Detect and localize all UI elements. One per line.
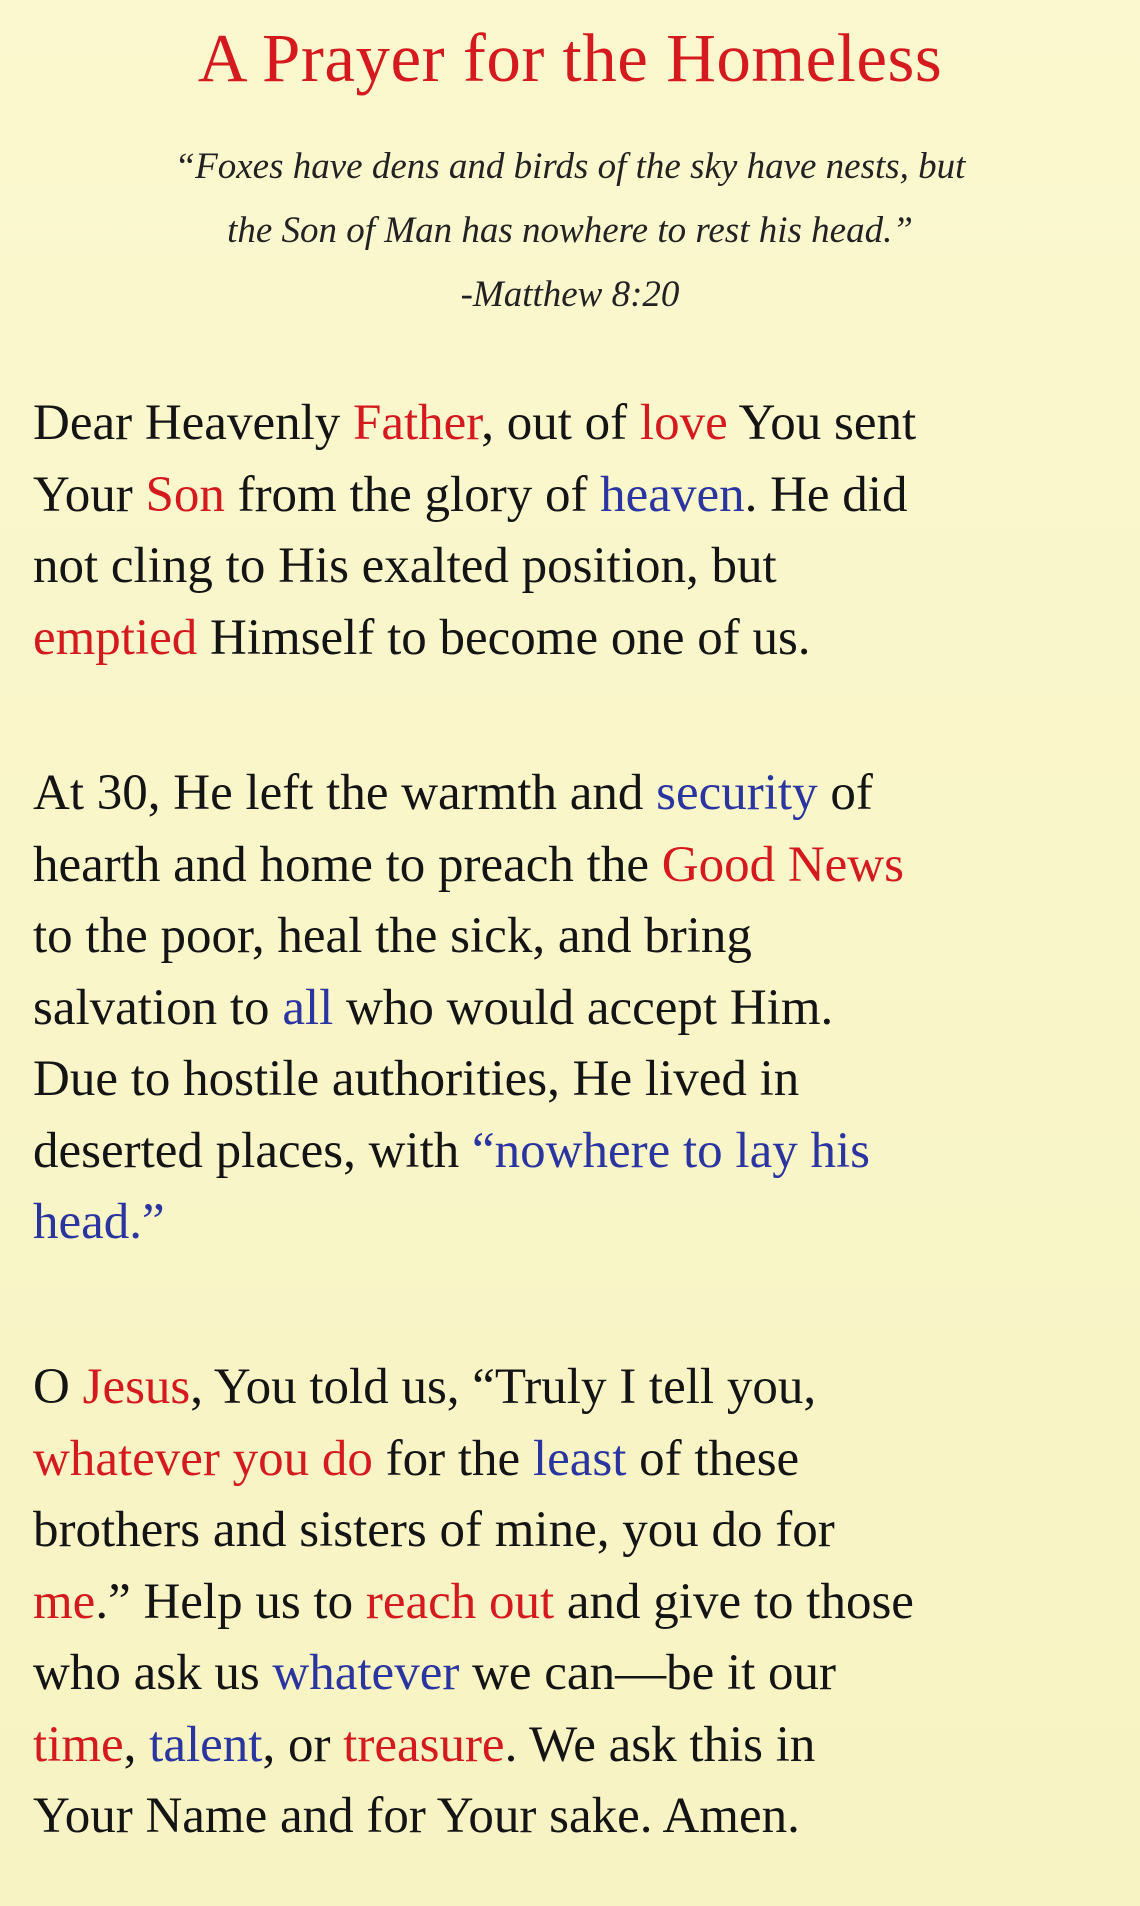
highlighted-word: heaven: [600, 466, 745, 523]
highlighted-word: emptied: [33, 609, 198, 666]
prayer-text: who ask us: [33, 1645, 273, 1701]
prayer-text: deserted places, with: [33, 1122, 473, 1179]
highlighted-word: time: [33, 1716, 124, 1773]
highlighted-word: whatever: [272, 1645, 460, 1701]
prayer-line: [33, 1567, 1123, 1639]
highlighted-word: Good News: [661, 836, 904, 893]
prayer-text: , You told us, “Truly I tell you,: [190, 1359, 817, 1415]
prayer-text: who would accept Him.: [333, 979, 834, 1036]
highlighted-word: Son: [145, 466, 225, 523]
scripture-line-2: the Son of Man has nowhere to rest his head.”: [227, 210, 913, 251]
prayer-text: brothers and sisters of mine, you do for: [33, 1502, 835, 1558]
prayer-text: and give to those: [554, 1573, 914, 1630]
highlighted-word: least: [532, 1430, 627, 1487]
scripture-citation: -Matthew 8:20: [460, 274, 680, 315]
prayer-line: [33, 1495, 1123, 1567]
prayer-paragraph-2: [33, 758, 1123, 1259]
prayer-line: [33, 758, 1123, 830]
prayer-text: , out of: [481, 395, 640, 451]
prayer-text: not cling to His exalted position, but: [33, 538, 777, 594]
prayer-text: Dear Heavenly: [33, 395, 353, 451]
prayer-line: [33, 531, 1123, 603]
prayer-text: we can—be it our: [459, 1645, 837, 1701]
prayer-line: [33, 1352, 1123, 1424]
highlighted-word: love: [639, 395, 728, 451]
highlighted-word: “nowhere to lay his: [472, 1122, 870, 1179]
prayer-text: for the: [372, 1430, 533, 1487]
prayer-text: ,: [123, 1716, 150, 1773]
prayer-line: [33, 973, 1123, 1045]
prayer-text: hearth and home to preach the: [33, 836, 662, 893]
prayer-text: , or: [262, 1716, 344, 1773]
prayer-line: [33, 1638, 1123, 1710]
prayer-text: of: [817, 765, 873, 821]
highlighted-word: all: [282, 979, 334, 1036]
prayer-text: from the glory of: [224, 466, 601, 523]
highlighted-word: treasure: [343, 1716, 505, 1773]
prayer-line: [33, 388, 1123, 460]
page-title: A Prayer for the Homeless: [197, 20, 943, 96]
prayer-text: O: [33, 1359, 83, 1415]
prayer-text: You sent: [727, 395, 917, 451]
prayer-text: Due to hostile authorities, He lived in: [33, 1051, 800, 1107]
highlighted-word: Father: [353, 395, 482, 451]
prayer-text: to the poor, heal the sick, and bring: [33, 908, 752, 964]
prayer-line: [33, 603, 1123, 675]
prayer-text: salvation to: [33, 979, 283, 1036]
prayer-line: [33, 1781, 1123, 1853]
prayer-text: of these: [626, 1430, 800, 1487]
prayer-line: [33, 901, 1123, 973]
prayer-text: . He did: [744, 466, 908, 523]
prayer-paragraph-1: [33, 388, 1123, 674]
prayer-line: [33, 1187, 1123, 1259]
prayer-text: Your Name and for Your sake. Amen.: [33, 1788, 800, 1844]
prayer-text: At 30, He left the warmth and: [33, 765, 657, 821]
prayer-line: [33, 1710, 1123, 1782]
prayer-text: Your: [33, 466, 146, 523]
highlighted-word: security: [656, 765, 818, 821]
prayer-text: .” Help us to: [95, 1573, 366, 1630]
highlighted-word: talent: [149, 1716, 263, 1773]
prayer-line: [33, 830, 1123, 902]
highlighted-word: reach out: [365, 1573, 555, 1630]
scripture-line-1: “Foxes have dens and birds of the sky have nests, but: [174, 146, 966, 187]
highlighted-word: whatever you do: [33, 1430, 373, 1487]
prayer-line: [33, 1044, 1123, 1116]
prayer-line: [33, 460, 1123, 532]
highlighted-word: head.”: [33, 1194, 165, 1250]
prayer-line: [33, 1424, 1123, 1496]
prayer-text: Himself to become one of us.: [197, 609, 811, 666]
highlighted-word: Jesus: [82, 1359, 191, 1415]
prayer-line: [33, 1116, 1123, 1188]
highlighted-word: me: [33, 1573, 96, 1630]
prayer-paragraph-3: [33, 1352, 1123, 1853]
prayer-text: . We ask this in: [504, 1716, 816, 1773]
scripture-quote: [60, 135, 1080, 327]
